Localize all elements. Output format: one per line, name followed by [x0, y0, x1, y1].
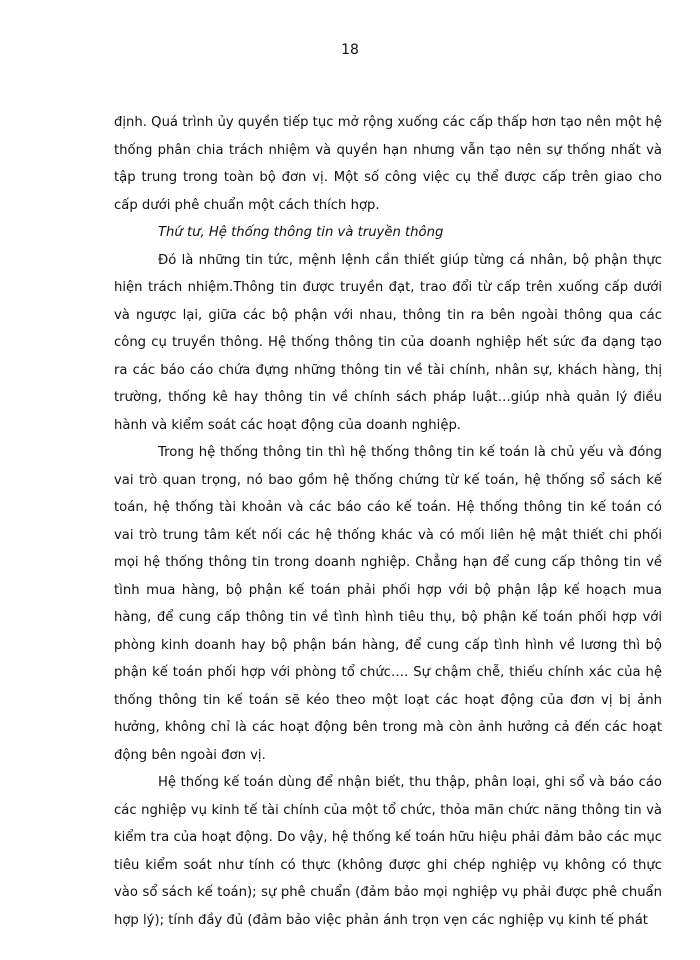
section-heading: Thứ tư, Hệ thống thông tin và truyền thông [158, 225, 444, 240]
page-number: 18 [341, 42, 359, 58]
paragraph: Đó là những tin tức, mệnh lệnh cần thiết giúp từng cá nhân, bộ phận thực hiện trách nhiệm.Thông tin được truyền đạt, trao đổi từ cấp trên xuống cấp dưới và ngược lại, giữa các bộ phận với nhau, thông tin ra bên ngoài thông qua các công cụ truyền thông. Hệ thống thông tin của doanh nghiệp hết sức đa dạng tạo ra các báo cáo chứa đựng những thông tin về tài chính, nhân sự, khách hàng, thị trường, thống kê hay thông tin về chính sách pháp luật…giúp nhà quản lý điều hành và kiểm soát các hoạt động của doanh nghiệp. [114, 252, 662, 433]
body-text [114, 109, 662, 934]
paragraph: Trong hệ thống thông tin thì hệ thống thông tin kế toán là chủ yếu và đóng vai trò quan trọng, nó bao gồm hệ thống chứng từ kế toán, hệ thống sổ sách kế toán, hệ thống tài khoản và các báo cáo kế toán. Hệ thống thông tin kế toán có vai trò trung tâm kết nối các hệ thống khác và có mối liên hệ mật thiết chi phối mọi hệ thống thông tin trong doanh nghiệp. Chẳng hạn để cung cấp thông tin về tình mua hàng, bộ phận kế toán phải phối hợp với bộ phận lập kế hoạch mua hàng, để cung cấp thông tin về tình hình tiêu thụ, bộ phận kế toán phối hợp với phòng kinh doanh hay bộ phận bán hàng, để cung cấp tình hình về lương thì bộ phận kế toán phối hợp với phòng tổ chức…. Sự chậm chễ, thiếu chính xác của hệ thống thông tin kế toán sẽ kéo theo một loạt các hoạt động của đơn vị bị ảnh hưởng, không chỉ là các hoạt động bên trong mà còn ảnh hưởng cả đến các hoạt động bên ngoài đơn vị. [114, 445, 662, 763]
paragraph-continuation: định. Quá trình ủy quyền tiếp tục mở rộng xuống các cấp thấp hơn tạo nên một hệ thống phân chia trách nhiệm và quyền hạn nhưng vẫn tạo nên sự thống nhất và tập trung trong toàn bộ đơn vị. Một số công việc cụ thể được cấp trên giao cho cấp dưới phê chuẩn một cách thích hợp. [114, 115, 662, 213]
paragraph: Hệ thống kế toán dùng để nhận biết, thu thập, phân loại, ghi sổ và báo cáo các nghiệp vụ kinh tế tài chính của một tổ chức, thỏa mãn chức năng thông tin và kiểm tra của hoạt động. Do vậy, hệ thống kế toán hữu hiệu phải đảm bảo các mục tiêu kiểm soát như tính có thực (không được ghi chép nghiệp vụ không có thực vào sổ sách kế toán); sự phê chuẩn (đảm bảo mọi nghiệp vụ phải được phê chuẩn hợp lý); tính đầy đủ (đảm bảo việc phản ánh trọn vẹn các nghiệp vụ kinh tế phát [114, 775, 662, 928]
